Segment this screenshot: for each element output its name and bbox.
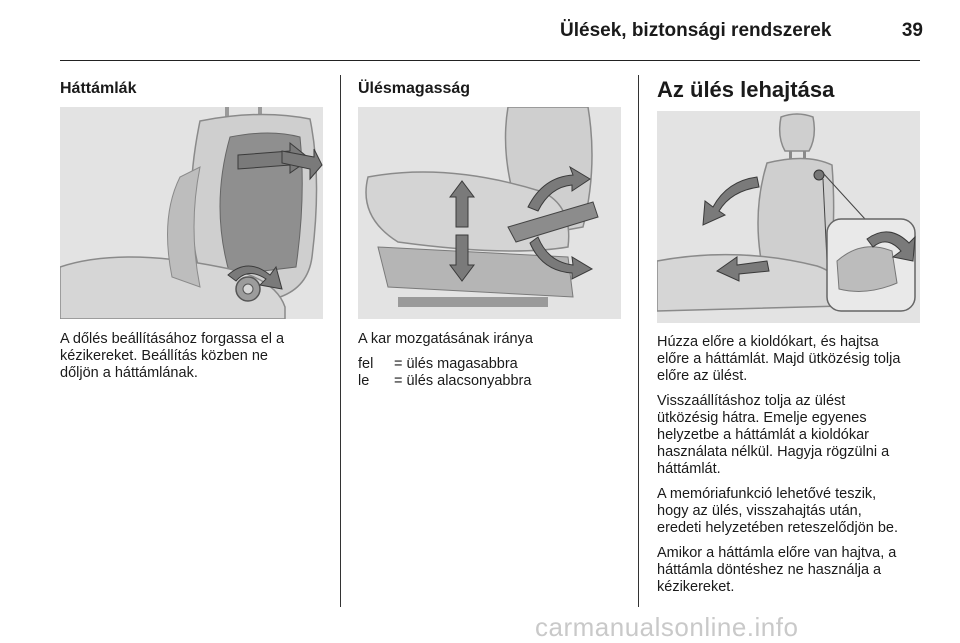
text-line: előre az ülést. (657, 368, 748, 384)
text-line: hogy az ülés, visszahajtás után, (657, 503, 862, 519)
text-line: Húzza előre a kioldókart, és hajtsa (657, 334, 879, 350)
text-line: használata nélkül. Hagyja rögzülni a (657, 444, 890, 460)
paragraph (657, 334, 927, 385)
column-divider-2 (638, 75, 639, 607)
text-line: háttámlát. (657, 461, 721, 477)
paragraph (657, 545, 927, 596)
text-line: eredeti helyzetében reteszelődjön be. (657, 520, 899, 536)
text-line: Visszaállításhoz tolja az ülést (657, 393, 846, 409)
seat-height-illustration (358, 107, 621, 319)
text-line: A kar mozgatásának iránya (358, 331, 533, 347)
text-line: helyzetbe a háttámlát a kioldókar (657, 427, 869, 443)
section-heading-seat-height: Ülésmagasság (358, 80, 471, 97)
text-line: kézikereket. Beállítás közben ne (60, 348, 268, 364)
column-divider-1 (340, 75, 341, 607)
definition-value: = ülés magasabbra (394, 356, 518, 372)
text-line: kézikereket. (657, 579, 735, 595)
text-line: A memóriafunkció lehetővé teszik, (657, 486, 877, 502)
text-line: dőljön a háttámlának. (60, 365, 198, 381)
seat-folding-illustration (657, 111, 920, 323)
text-line: háttámla döntéshez ne használja a (657, 562, 882, 578)
text-line: ütközésig hátra. Emelje egyenes (657, 410, 867, 426)
seat-height-instructions (358, 331, 628, 390)
section-heading-seat-folding: Az ülés lehajtása (657, 77, 835, 102)
backrest-instructions (60, 331, 330, 382)
definition-value: = ülés alacsonyabbra (394, 373, 532, 389)
page-header-title: Ülések, biztonsági rendszerek (560, 20, 832, 41)
paragraph (657, 486, 927, 537)
text-line: Amikor a háttámla előre van hajtva, a (657, 545, 897, 561)
definition-key: le (358, 373, 370, 389)
watermark: carmanualsonline.info (535, 612, 799, 642)
paragraph (657, 393, 927, 478)
definition-row (358, 356, 628, 373)
seat-folding-instructions (657, 334, 927, 604)
backrest-illustration (60, 107, 323, 319)
page-number: 39 (901, 20, 923, 41)
text-line: előre a háttámlát. Majd ütközésig tolja (657, 351, 901, 367)
text-line: A dőlés beállításához forgassa el a (60, 331, 285, 347)
header-rule (60, 60, 920, 61)
definition-row (358, 373, 628, 390)
definition-key: fel (358, 356, 374, 372)
section-heading-backrests: Háttámlák (60, 80, 137, 97)
